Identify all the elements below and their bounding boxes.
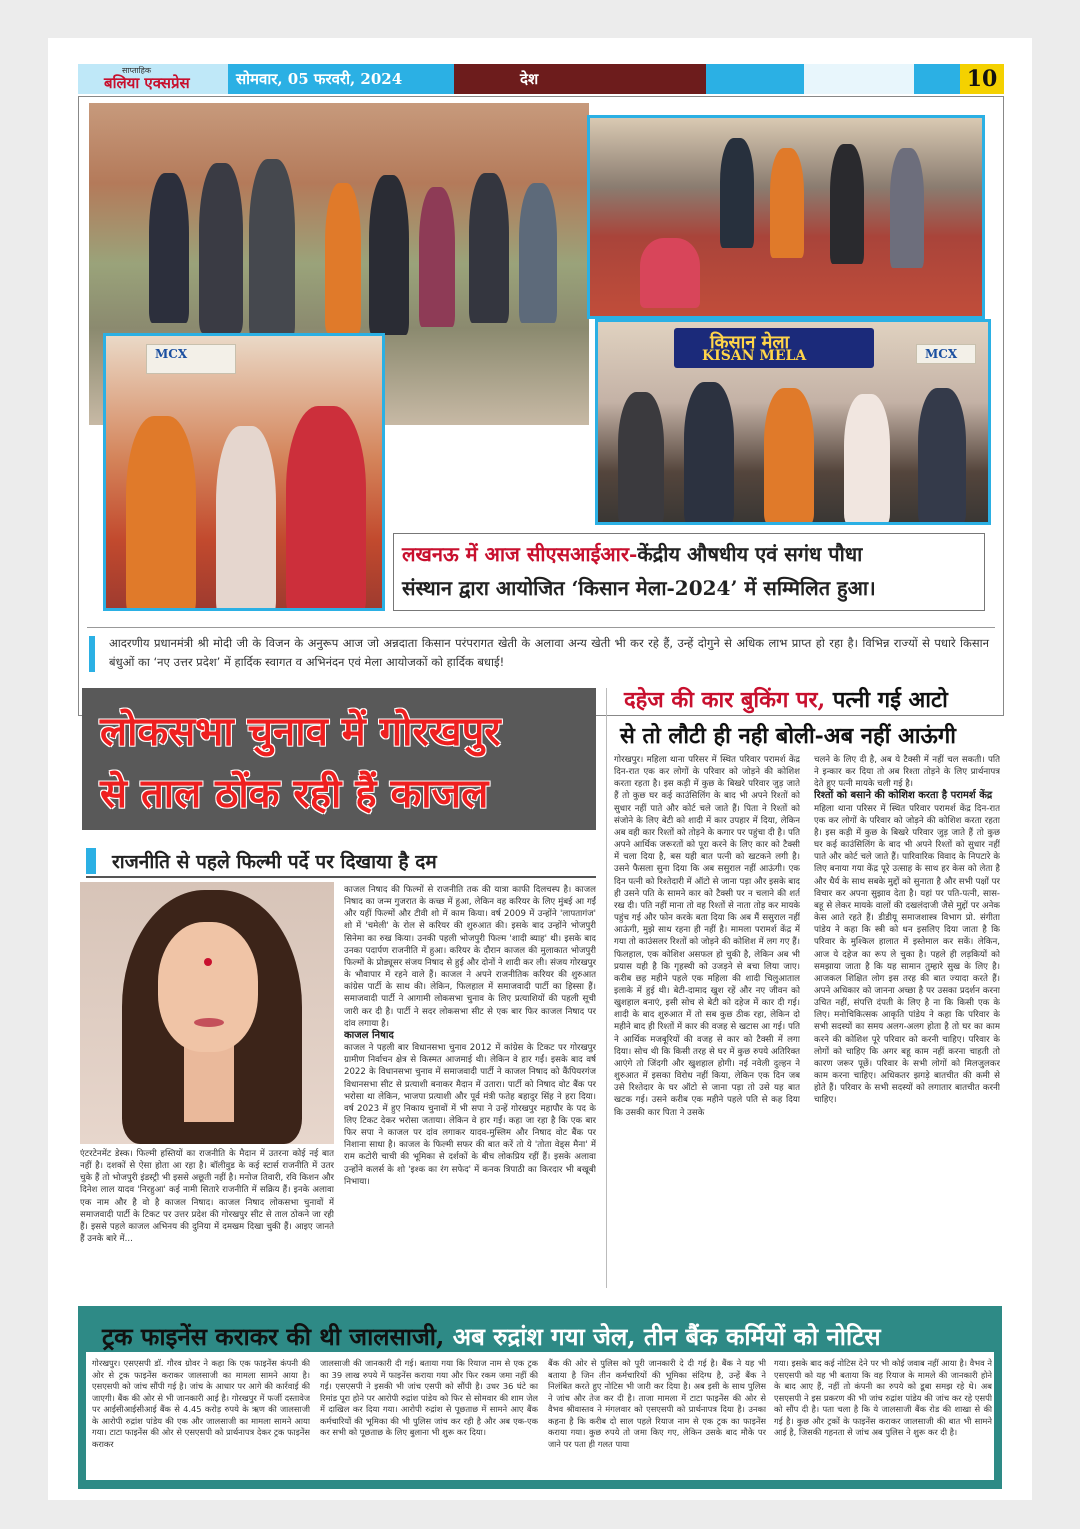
bottom-story-column1: गोरखपुर। एसएसपी डॉ. गौरव ग्रोवर ने कहा कि एक फाइनेंस कंपनी की ओर से ट्रक फाइनेंस कराकर जालसाजी का मामला सामने आया है। एसएसपी को जांच सौंपी गई है। जांच के आधार पर आगे की कार्रवाई की जाएगी। बैंक की ओर से भी जानकारी आई है। गोरखपुर में फर्जी दस्तावेज पर आईसीआईसीआई बैंक से 4.45 करोड़ रुपये के ऋण की जालसाजी के आरोपी रुद्रांश पांडेय की एक और जालसाजी का मामला सामने आया गया। टाटा फाइनेंस की ओर से एसएसपी को प्रार्थनापत्र देकर ट्रक फाइनेंस कराकर <box>92 1358 310 1449</box>
photo-felicitation <box>103 333 385 611</box>
lead-headline-line1: लोकसभा चुनाव में गोरखपुर <box>100 708 501 755</box>
photo-caption-line2: संस्थान द्वारा आयोजित ‘किसान मेला-2024’ में सम्मिलित हुआ। <box>402 576 876 600</box>
photo-figure <box>369 175 409 335</box>
photo-figure <box>764 388 814 524</box>
lead-subheadline-text: राजनीति से पहले फिल्मी पर्दे पर दिखाया है दम <box>112 851 437 873</box>
masthead-spacer <box>804 64 914 94</box>
masthead <box>78 64 1004 94</box>
photo-figure <box>249 159 295 339</box>
portrait-lips <box>194 1018 224 1027</box>
right-story-column1: गोरखपुर। महिला थाना परिसर में स्थित परिवार परामर्श केंद्र दिन-रात एक कर लोगों के परिवार को जोड़ने की कोशिश करता रहता है। इस कड़ी में कुछ के बिखरे परिवार जुड़ जाते हैं तो कुछ घर कई काउंसिलिंग के बाद भी अपने रिश्तों को सुधार नहीं पाते और कोर्ट चले जाते हैं। पिता ने रिश्तों को संजोने के लिए बेटी को शादी में कार उपहार में दिया, लेकिन अब वही कार रिश्तों को तोड़ने के कगार पर पहुंचा दी है। पति अपने आर्थिक जरूरतों को पूरा करने के लिए कार को टैक्सी में चला दिया है, बस यही बात पत्नी को खटकने लगी है। उसने फैसला सुना दिया कि अब ससुराल नहीं आऊंगी। एक दिन पत्नी को रिश्तेदारी में ऑटो से जाना पड़ा और इसके बाद ही उसने पति के सामने कार को टैक्सी पर न चलाने की शर्त रख दी। पति नहीं माना तो वह रिश्तों से नाता तोड़ कर मायके पहुंच गई और फोन करके बता दिया कि अब मैं ससुराल नहीं आऊंगी, मुझे साथ रहना ही नहीं है। मामला परामर्श केंद्र में गया तो काउंसलर रिश्तों को जोड़ने की कोशिश में लग गए हैं। फिलहाल, एक कोशिश असफल हो चुकी है, लेकिन अब भी प्रयास यही है कि गृहस्थी को उजड़ने से बचा लिया जाए। करीब छह महीने पहले एक महिला की शादी चिलुआताल इलाके में हुई थी। बेटी-दामाद खुश रहें और नए जीवन को खुशहाल बनाएं, इसी सोच से बेटी को दहेज में कार दी गई। शादी के बाद शुरुआत में तो सब कुछ ठीक रहा, लेकिन दो महीने बाद ही रिश्तों में कार की वजह से खटास आ गई। पति ने आर्थिक मजबूरियों की वजह से कार को टैक्सी में लगा दिया। सोच थी कि किसी तरह से घर में कुछ रुपये अतिरिक्त आएंगे तो जिंदगी और खुशहाल होगी। नई नवेली दुल्हन ने शुरुआत में इसका विरोध नहीं किया, लेकिन एक दिन जब उसे रिश्तेदार के घर ऑटो से जाना पड़ा तो उसे यह बात खटक गई। उसने करीब एक महीने पहले पति से कह दिया कि उसकी कार पिता ने उसके <box>614 755 800 1118</box>
accent-bar <box>89 636 95 672</box>
section-text: देश <box>520 70 539 88</box>
lead-headline-line2: से ताल ठोंक रही हैं काजल <box>100 770 489 817</box>
portrait-face <box>158 922 258 1052</box>
right-headline-highlight: दहेज की कार बुकिंग पर, <box>624 687 826 713</box>
photo-figure <box>469 173 509 323</box>
lead-body-crosshead: काजल निषाद <box>344 1029 394 1041</box>
photo-figure <box>618 392 664 524</box>
page-number: 10 <box>960 64 1004 94</box>
photo-figure <box>830 144 864 264</box>
bottom-story-box <box>78 1306 1002 1489</box>
bottom-headline-text <box>102 1320 881 1353</box>
lead-body-column <box>344 884 596 1290</box>
mcx-logo <box>916 344 976 364</box>
photo-figure <box>286 406 366 611</box>
paper-logo-name: बलिया एक्सप्रेस <box>104 74 190 92</box>
photo-collage <box>78 96 1004 716</box>
lead-body-part1: काजल निषाद की फिल्मों से राजनीति तक की यात्रा काफी दिलचस्प है। काजल निषाद का जन्म गुजरात के कच्छ में हुआ, लेकिन वह करियर के लिए मुंबई आ गईं और यहीं फिल्मों और टीवी शो में काम किया। वर्ष 2009 में उन्होंने 'लापतागंज' शो में 'चमेली' के रोल से करियर की शुरुआत की। इसके बाद उन्होंने भोजपुरी सिनेमा का रुख किया। उनकी पहली भोजपुरी फिल्म 'शादी ब्याह' थी। इसके बाद उनका पदार्पण राजनीति में हुआ। करियर के दौरान काजल की मुलाकात भोजपुरी फिल्मों के प्रोड्यूसर संजय निषाद से हुई और दोनों ने शादी कर ली। संजय गोरखपुर के भौवापार में रहने वाले हैं। काजल ने अपने राजनीतिक करियर की शुरुआत कांग्रेस पार्टी के साथ की। लेकिन, फिलहाल में समाजवादी पार्टी का हिस्सा हैं। समाजवादी पार्टी ने आगामी लोकसभा चुनाव के लिए प्रत्याशियों की पहली सूची जारी कर दी है। पार्टी ने सदर लोकसभा सीट से एक बार फिर काजल निषाद पर दांव लगाया है। <box>344 885 596 1029</box>
photo-figure <box>199 163 243 333</box>
photo-book-release <box>595 319 991 525</box>
right-body-part2: महिला थाना परिसर में स्थित परिवार परामर्श केंद्र दिन-रात एक कर लोगों के परिवार को जोड़ने की कोशिश करता रहता है। इस कड़ी में कुछ के बिखरे परिवार जुड़ जाते हैं तो कुछ घर कई काउंसिलिंग के बाद भी अपने रिश्तों को सुधार नहीं पाते और कोर्ट चले जाते हैं। पारिवारिक विवाद के निपटारे के लिए बनाया गया केंद्र पूरे उत्साह के साथ हर केस को लेता है और धैर्य के साथ सबके मुद्दों को सुनाता है और सभी पक्षों पर विचार कर अपना सुझाव देता है। यहां पर पति-पत्नी, सास-बहू से लेकर मायके वालों की दखलंदाजी जैसे मुद्दों पर अनेक केस आते रहते हैं। डीडीयू समाजशास्त्र विभाग प्रो. संगीता पांडेय ने कहा कि स्त्री को धन इसलिए दिया जाता है कि परिवार के मुश्किल हालात में इस्तेमाल कर सकें। लेकिन, आज ये दहेज का रूप ले चुका है। पहले ही लड़कियों को समझाया जाता है कि यह सामान तुम्हारे सुख के लिए है। आजकल शिक्षित लोग इस तरह की बात ज्यादा करते हैं। अपने अधिकार को जानना अच्छा है पर उसका प्रदर्शन करना उचित नहीं, संपत्ति दंपती के लिए है ना कि किसी एक के लिए। मनोचिकित्सक आकृति पांडेय ने कहा कि परिवार के सभी सदस्यों का समय अलग-अलग होता है तो घर का काम करने की कोशिश पूरे परिवार को करनी चाहिए। परिवार के लोगों को चाहिए कि अगर बहू काम नहीं करना चाहती तो कारण जरूर पूछें। परिवार के सभी लोगों को मिलजुलकर काम करना चाहिए। अधिकतर झगड़े बातचीत की कमी से होते हैं। परिवार के सभी सदस्यों को लगातार बातचीत करनी चाहिए। <box>814 803 1000 1106</box>
mcx-logo <box>146 344 236 374</box>
issue-date: सोमवार, 05 फरवरी, 2024 <box>236 70 403 88</box>
collage-description <box>87 627 995 675</box>
photo-figure <box>149 173 189 323</box>
section-label <box>454 64 706 94</box>
paper-logo <box>78 64 228 94</box>
collage-description-text: आदरणीय प्रधानमंत्री श्री मोदी जी के विजन के अनुरूप आज जो अन्नदाता किसान परंपरागत खेती के अलावा अन्य खेती भी कर रहे हैं, उन्हें दोगुने से अधिक लाभ प्राप्त हो रहा है। विभिन्न राज्यों से पधारे किसान बंधुओं का ‘नए उत्तर प्रदेश’ में हार्दिक स्वागत व अभिनंदन एवं मेला आयोजकों को हार्दिक बधाई! <box>109 636 989 669</box>
right-headline-line1 <box>624 684 948 714</box>
right-headline-line2: से तो लौटी ही नही बोली-अब नहीं आऊंगी <box>620 723 956 749</box>
photo-caption-rest: केंद्रीय औषधीय एवं सगंध पौधा <box>637 542 863 566</box>
bottom-headline-dark: ट्रक फाइनेंस कराकर की थी जालसाजी, <box>102 1322 445 1351</box>
lead-subheadline <box>86 846 596 878</box>
bottom-story-column3: बैंक की ओर से पुलिस को पूरी जानकारी दे दी गई है। बैंक ने यह भी बताया है जिन तीन कर्मचारियों की भूमिका संदिग्ध है, उन्हें बैंक ने निलंबित करते हुए नोटिस भी जारी कर दिया है। अब इसी के साथ पुलिस ने जांच और तेज कर दी है। ताजा मामला में टाटा फाइनेंस की ओर से वैभव श्रीवास्तव ने मंगलवार को एसएसपी को प्रार्थनापत्र दिया है। उनका कहना है कि करीब दो साल पहले रियाज नाम से एक ट्रक का फाइनेंस कराया गया। कुछ रुपये तो जमा किए गए, लेकिन उसके बाद मौके पर जाने पर पता ही गलत पाया <box>548 1358 766 1449</box>
mcx-logo-text: MCX <box>155 347 188 361</box>
right-headline-rest: पत्नी गई आटो <box>825 687 948 713</box>
photo-caption-line1 <box>402 540 862 567</box>
portrait-photo <box>80 882 334 1144</box>
photo-figure <box>684 382 734 524</box>
photo-caption <box>393 533 985 611</box>
photo-figure <box>325 183 361 333</box>
paper-logo-small: साप्ताहिक <box>122 66 152 75</box>
photo-figure <box>126 416 196 611</box>
right-story-column2 <box>814 754 1000 1290</box>
newspaper-page <box>48 38 1032 1500</box>
kisan-banner-hindi: किसान मेला <box>710 332 790 353</box>
photo-figure <box>890 148 924 268</box>
kisan-banner-english: KISAN MELA <box>702 348 807 364</box>
right-body-part1: चलने के लिए दी है, अब ये टैक्सी में नहीं चल सकती। पति ने इन्कार कर दिया तो अब रिश्ता तोड़ने के लिए प्रार्थनापत्र देते हुए पत्नी मायके चली गई है। <box>814 755 1000 790</box>
right-body-crosshead: रिश्तों को बसाने की कोशिश करता है परामर्श केंद्र <box>814 790 993 802</box>
column-divider <box>606 688 607 1288</box>
bottom-headline-light: अब रुद्रांश गया जेल, तीन बैंक कर्मियों को नोटिस <box>444 1322 881 1351</box>
kisan-mela-banner <box>674 328 874 368</box>
bottom-story-column4: गया। इसके बाद कई नोटिस देने पर भी कोई जवाब नहीं आया है। वैभव ने एसएसपी को यह भी बताया कि वह रियाज के मामले की जानकारी होने के बाद आए हैं, नहीं तो कंपनी का रुपये को डूबा समझ रहे थे। अब एसएसपी ने इस प्रकरण की भी जांच रुद्रांश पांडेय की जांच कर रहे एसपी को सौंप दी है। पता चला है कि ये जालसाजी बैंक रोड की शाखा से की गई है। कुछ और ट्रकों के फाइनेंस कराकर जालसाजी की बात भी सामने आई है, जिसकी गहनता से जांच अब पुलिस ने शुरू कर दी है। <box>774 1358 992 1437</box>
portrait-neck <box>184 1042 234 1122</box>
photo-figure <box>216 426 276 611</box>
lead-headline-box <box>82 688 596 830</box>
bottom-headline <box>90 1314 990 1354</box>
lead-intro: एंटरटेनमेंट डेस्क। फिल्मी हस्तियों का राजनीति के मैदान में उतरना कोई नई बात नहीं है। दशकों से ऐसा होता आ रहा है। बॉलीवुड के कई स्टार्स राजनीति में उतर चुके हैं तो भोजपुरी इंडस्ट्री भी इससे अछूती नहीं है। मनोज तिवारी, रवि किशन और दिनेश लाल यादव 'निरहुआ' कई नामी सितारे राजनीति में सक्रिय हैं। इनके अलावा एक नाम और है वो है काजल निषाद। काजल निषाद लोकसभा चुनावों में समाजवादी पार्टी के टिकट पर उत्तर प्रदेश की गोरखपुर सीट से ताल ठोकने जा रही हैं। इससे पहले काजल अभिनय की दुनिया में दमखम दिखा चुकी हैं। आइए जानते हैं उनके बारे में... <box>80 1149 334 1245</box>
photo-figure <box>419 187 455 327</box>
photo-figure <box>720 138 754 248</box>
photo-caption-highlight: लखनऊ में आज सीएसआईआर- <box>402 542 638 566</box>
photo-stall-visit <box>587 115 985 319</box>
accent-bar <box>86 848 96 874</box>
photo-figure <box>519 183 557 323</box>
photo-figure <box>770 148 804 258</box>
mcx-logo-text: MCX <box>925 347 958 361</box>
photo-figure <box>918 388 966 524</box>
lead-body-part2: काजल ने पहली बार विधानसभा चुनाव 2012 में कांग्रेस के टिकट पर गोरखपुर ग्रामीण निर्वाचन क्षेत्र से किस्मत आजमाई थी। लेकिन वे हार गईं। इसके बाद वर्ष 2022 के विधानसभा चुनाव में समाजवादी पार्टी ने काजल निषाद को कैंपियरगंज विधानसभा सीट से प्रत्याशी बनाकर मैदान में उतारा। पार्टी को निषाद वोट बैंक पर भरोसा था लेकिन, भाजपा प्रत्याशी और पूर्व मंत्री फतेह बहादुर सिंह ने हरा दिया। वर्ष 2023 में हुए निकाय चुनावों में भी सपा ने उन्हें गोरखपुर महापौर के पद के लिए टिकट देकर भरोसा जताया। लेकिन वे हार गईं। कहा जा रहा है कि एक बार फिर सपा ने काजल पर दांव लगाकर यादव-मुस्लिम और निषाद वोट बैंक पर निशाना साधा है। काजल के फिल्मी सफर की बात करें तो ये 'तोता वेड्स मैना' में राम कटोरी चाची की भूमिका से दर्शकों के बीच लोकप्रिय रहीं हैं। इसके अलावा उन्होंने कलर्स के शो 'इश्क का रंग सफेद' में कनक त्रिपाठी का किरदार भी बखूबी निभाया। <box>344 1043 596 1187</box>
photo-figure <box>844 394 890 524</box>
bottom-story-body <box>86 1352 994 1480</box>
portrait-bindi <box>204 958 212 966</box>
bottom-story-column2: जालसाजी की जानकारी दी गई। बताया गया कि रियाज नाम से एक ट्रक का 39 लाख रुपये में फाइनेंस कराया गया और फिर रकम जमा नहीं की गई। एसएसपी ने इसकी भी जांच एसपी को सौंपी है। उधर 36 घंटे का रिमांड पूरा होने पर आरोपी रुद्रांश पांडेय को फिर से सोमवार की शाम जेल में दाखिल कर दिया गया। आरोपी रुद्रांश से पूछताछ में सामने आए बैंक कर्मचारियों की भूमिका की भी पुलिस जांच कर रही है और अब एक-एक कर सभी को पूछताछ के लिए बुलाना भी शुरू कर दिया। <box>320 1358 538 1437</box>
photo-figure <box>640 238 700 308</box>
